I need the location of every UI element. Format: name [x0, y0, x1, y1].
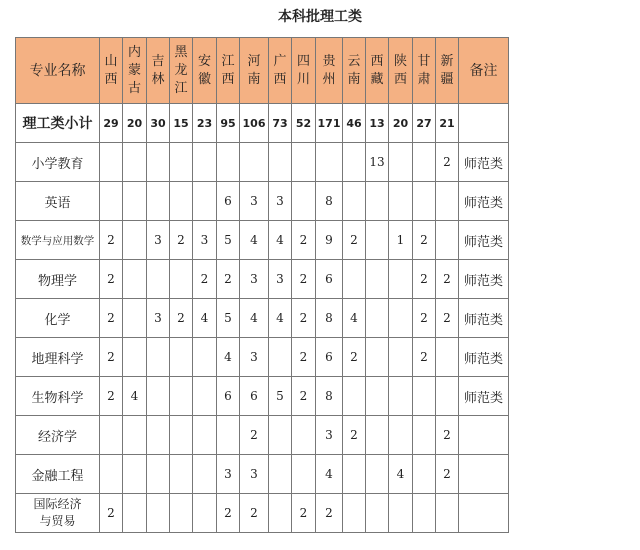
quota-cell — [123, 143, 147, 182]
quota-cell — [170, 260, 193, 299]
quota-cell: 6 — [217, 377, 240, 416]
header-province-text: 云南 — [347, 53, 361, 87]
admission-table — [15, 37, 509, 533]
quota-cell: 3 — [147, 221, 170, 260]
quota-cell: 13 — [366, 104, 389, 143]
quota-cell — [170, 416, 193, 455]
header-province — [147, 38, 170, 104]
quota-cell — [366, 416, 389, 455]
quota-cell: 2 — [217, 494, 240, 533]
quota-cell — [366, 455, 389, 494]
table-row — [16, 416, 509, 455]
quota-cell — [100, 143, 123, 182]
quota-cell — [193, 416, 217, 455]
quota-cell — [366, 377, 389, 416]
quota-cell — [123, 494, 147, 533]
quota-cell: 2 — [436, 143, 459, 182]
quota-cell: 30 — [147, 104, 170, 143]
header-province — [193, 38, 217, 104]
quota-cell — [292, 455, 316, 494]
header-province-text: 内蒙古 — [128, 44, 142, 96]
header-province-text: 吉林 — [151, 53, 165, 87]
quota-cell — [389, 338, 413, 377]
quota-cell: 4 — [389, 455, 413, 494]
quota-cell: 5 — [217, 221, 240, 260]
quota-cell — [193, 182, 217, 221]
major-name: 物理学 — [16, 260, 100, 299]
quota-cell — [389, 299, 413, 338]
header-province-text: 安徽 — [198, 53, 212, 87]
quota-cell: 2 — [100, 338, 123, 377]
table-row — [16, 143, 509, 182]
quota-cell: 4 — [269, 299, 292, 338]
quota-cell: 4 — [217, 338, 240, 377]
quota-cell — [170, 377, 193, 416]
quota-cell — [436, 494, 459, 533]
quota-cell: 4 — [240, 299, 269, 338]
quota-cell: 2 — [170, 221, 193, 260]
note-cell — [459, 455, 509, 494]
quota-cell: 2 — [292, 338, 316, 377]
note-cell: 师范类 — [459, 182, 509, 221]
table-row — [16, 377, 509, 416]
quota-cell: 2 — [436, 416, 459, 455]
header-province — [343, 38, 366, 104]
quota-cell: 4 — [269, 221, 292, 260]
quota-cell: 13 — [366, 143, 389, 182]
subtotal-row — [16, 104, 509, 143]
quota-cell — [170, 143, 193, 182]
quota-cell — [389, 260, 413, 299]
quota-cell: 2 — [343, 221, 366, 260]
quota-cell: 3 — [240, 455, 269, 494]
quota-cell: 4 — [343, 299, 366, 338]
quota-cell: 2 — [343, 338, 366, 377]
header-province — [436, 38, 459, 104]
quota-cell: 2 — [292, 299, 316, 338]
header-province — [170, 38, 193, 104]
quota-cell: 5 — [269, 377, 292, 416]
quota-cell: 29 — [100, 104, 123, 143]
header-province-text: 西藏 — [370, 53, 384, 87]
quota-cell: 23 — [193, 104, 217, 143]
quota-cell — [366, 299, 389, 338]
quota-cell — [436, 182, 459, 221]
quota-cell: 4 — [316, 455, 343, 494]
header-province-text: 江西 — [221, 53, 235, 87]
quota-cell: 4 — [123, 377, 147, 416]
major-name: 金融工程 — [16, 455, 100, 494]
quota-cell — [343, 182, 366, 221]
table-row — [16, 494, 509, 533]
quota-cell — [389, 377, 413, 416]
quota-cell: 6 — [217, 182, 240, 221]
note-cell — [459, 104, 509, 143]
quota-cell — [269, 416, 292, 455]
quota-cell: 6 — [316, 338, 343, 377]
table-row — [16, 221, 509, 260]
quota-cell: 2 — [436, 299, 459, 338]
quota-cell — [366, 338, 389, 377]
quota-cell — [389, 494, 413, 533]
quota-cell: 2 — [436, 260, 459, 299]
quota-cell — [366, 494, 389, 533]
quota-cell — [147, 143, 170, 182]
quota-cell — [269, 455, 292, 494]
table-row — [16, 455, 509, 494]
quota-cell — [292, 143, 316, 182]
note-cell: 师范类 — [459, 299, 509, 338]
quota-cell: 2 — [100, 377, 123, 416]
quota-cell — [193, 494, 217, 533]
header-note: 备注 — [459, 38, 509, 104]
quota-cell: 9 — [316, 221, 343, 260]
page-title: 本科批理工类 — [278, 9, 362, 25]
quota-cell: 3 — [269, 182, 292, 221]
quota-cell: 2 — [413, 338, 436, 377]
quota-cell — [170, 338, 193, 377]
quota-cell: 2 — [343, 416, 366, 455]
major-name: 数学与应用数学 — [16, 221, 100, 260]
quota-cell — [343, 494, 366, 533]
quota-cell: 27 — [413, 104, 436, 143]
quota-cell: 3 — [217, 455, 240, 494]
quota-cell: 46 — [343, 104, 366, 143]
quota-cell — [366, 182, 389, 221]
quota-cell — [170, 494, 193, 533]
quota-cell — [193, 455, 217, 494]
quota-cell: 3 — [269, 260, 292, 299]
note-cell: 师范类 — [459, 377, 509, 416]
quota-cell — [389, 416, 413, 455]
table-row — [16, 299, 509, 338]
major-name: 国际经济与贸易 — [16, 494, 100, 533]
header-province — [100, 38, 123, 104]
quota-cell — [269, 338, 292, 377]
quota-cell: 2 — [413, 299, 436, 338]
quota-cell — [147, 455, 170, 494]
quota-cell — [147, 338, 170, 377]
quota-cell — [100, 455, 123, 494]
quota-cell — [170, 455, 193, 494]
quota-cell: 171 — [316, 104, 343, 143]
quota-cell — [366, 260, 389, 299]
header-province-text: 山西 — [104, 53, 118, 87]
quota-cell: 2 — [193, 260, 217, 299]
quota-cell — [343, 260, 366, 299]
header-province-text: 陕西 — [394, 53, 408, 87]
quota-cell — [193, 377, 217, 416]
quota-cell — [292, 416, 316, 455]
quota-cell: 15 — [170, 104, 193, 143]
quota-cell: 2 — [292, 494, 316, 533]
header-province — [389, 38, 413, 104]
quota-cell — [100, 416, 123, 455]
quota-cell: 2 — [240, 416, 269, 455]
quota-cell: 2 — [316, 494, 343, 533]
quota-cell: 2 — [436, 455, 459, 494]
header-province — [413, 38, 436, 104]
header-province — [292, 38, 316, 104]
quota-cell — [436, 221, 459, 260]
quota-cell — [413, 377, 436, 416]
quota-cell: 1 — [389, 221, 413, 260]
quota-cell: 2 — [292, 377, 316, 416]
note-cell: 师范类 — [459, 143, 509, 182]
header-province-text: 新疆 — [440, 53, 454, 87]
quota-cell — [147, 377, 170, 416]
quota-cell — [123, 416, 147, 455]
quota-cell — [389, 143, 413, 182]
quota-cell — [240, 143, 269, 182]
quota-cell — [436, 377, 459, 416]
major-name: 英语 — [16, 182, 100, 221]
quota-cell — [217, 143, 240, 182]
quota-cell: 2 — [413, 260, 436, 299]
quota-cell — [436, 338, 459, 377]
note-cell — [459, 494, 509, 533]
note-cell: 师范类 — [459, 221, 509, 260]
quota-cell: 4 — [240, 221, 269, 260]
major-name: 小学教育 — [16, 143, 100, 182]
quota-cell — [389, 182, 413, 221]
major-name: 化学 — [16, 299, 100, 338]
header-province-text: 河南 — [247, 53, 261, 87]
header-province — [123, 38, 147, 104]
quota-cell — [147, 182, 170, 221]
quota-cell — [366, 221, 389, 260]
quota-cell: 95 — [217, 104, 240, 143]
quota-cell: 2 — [100, 494, 123, 533]
quota-cell — [413, 494, 436, 533]
quota-cell: 3 — [147, 299, 170, 338]
quota-cell — [123, 260, 147, 299]
quota-cell: 8 — [316, 377, 343, 416]
header-row — [16, 38, 509, 104]
quota-cell: 3 — [240, 338, 269, 377]
quota-cell: 20 — [389, 104, 413, 143]
quota-cell — [123, 182, 147, 221]
table-row — [16, 338, 509, 377]
quota-cell — [413, 455, 436, 494]
quota-cell — [193, 338, 217, 377]
quota-cell: 20 — [123, 104, 147, 143]
quota-cell: 3 — [316, 416, 343, 455]
note-cell: 师范类 — [459, 260, 509, 299]
quota-cell: 2 — [413, 221, 436, 260]
major-name: 地理科学 — [16, 338, 100, 377]
quota-cell: 8 — [316, 182, 343, 221]
quota-cell: 2 — [170, 299, 193, 338]
quota-cell — [292, 182, 316, 221]
quota-cell — [193, 143, 217, 182]
quota-cell: 52 — [292, 104, 316, 143]
quota-cell — [123, 455, 147, 494]
quota-cell — [343, 143, 366, 182]
note-cell: 师范类 — [459, 338, 509, 377]
quota-cell: 2 — [100, 260, 123, 299]
header-province-text: 四川 — [297, 53, 311, 87]
quota-cell — [170, 182, 193, 221]
quota-cell: 8 — [316, 299, 343, 338]
quota-cell: 6 — [240, 377, 269, 416]
header-province-text: 广西 — [273, 53, 287, 87]
quota-cell: 2 — [292, 260, 316, 299]
header-name: 专业名称 — [16, 38, 100, 104]
header-province — [240, 38, 269, 104]
quota-cell: 3 — [193, 221, 217, 260]
quota-cell: 21 — [436, 104, 459, 143]
quota-cell — [123, 299, 147, 338]
quota-cell: 2 — [100, 221, 123, 260]
major-name: 经济学 — [16, 416, 100, 455]
quota-cell: 73 — [269, 104, 292, 143]
quota-cell — [343, 455, 366, 494]
header-province — [269, 38, 292, 104]
table-row — [16, 260, 509, 299]
header-province — [217, 38, 240, 104]
quota-cell — [413, 416, 436, 455]
note-cell — [459, 416, 509, 455]
header-province-text: 贵州 — [322, 53, 336, 87]
major-name: 生物科学 — [16, 377, 100, 416]
header-province-text: 黑龙江 — [174, 44, 188, 96]
quota-cell — [413, 143, 436, 182]
major-name: 理工类小计 — [16, 104, 100, 143]
quota-cell — [123, 221, 147, 260]
quota-cell: 3 — [240, 260, 269, 299]
quota-cell: 2 — [292, 221, 316, 260]
quota-cell: 2 — [100, 299, 123, 338]
quota-cell: 106 — [240, 104, 269, 143]
quota-cell: 3 — [240, 182, 269, 221]
quota-cell — [413, 182, 436, 221]
quota-cell: 6 — [316, 260, 343, 299]
quota-cell — [147, 494, 170, 533]
table-row — [16, 182, 509, 221]
header-province — [366, 38, 389, 104]
quota-cell — [343, 377, 366, 416]
quota-cell: 2 — [240, 494, 269, 533]
quota-cell: 2 — [217, 260, 240, 299]
quota-cell — [147, 416, 170, 455]
quota-cell — [316, 143, 343, 182]
quota-cell — [269, 494, 292, 533]
header-province-text: 甘肃 — [417, 53, 431, 87]
quota-cell — [217, 416, 240, 455]
quota-cell: 5 — [217, 299, 240, 338]
quota-cell: 4 — [193, 299, 217, 338]
quota-cell — [269, 143, 292, 182]
quota-cell — [100, 182, 123, 221]
quota-cell — [123, 338, 147, 377]
quota-cell — [147, 260, 170, 299]
header-province — [316, 38, 343, 104]
